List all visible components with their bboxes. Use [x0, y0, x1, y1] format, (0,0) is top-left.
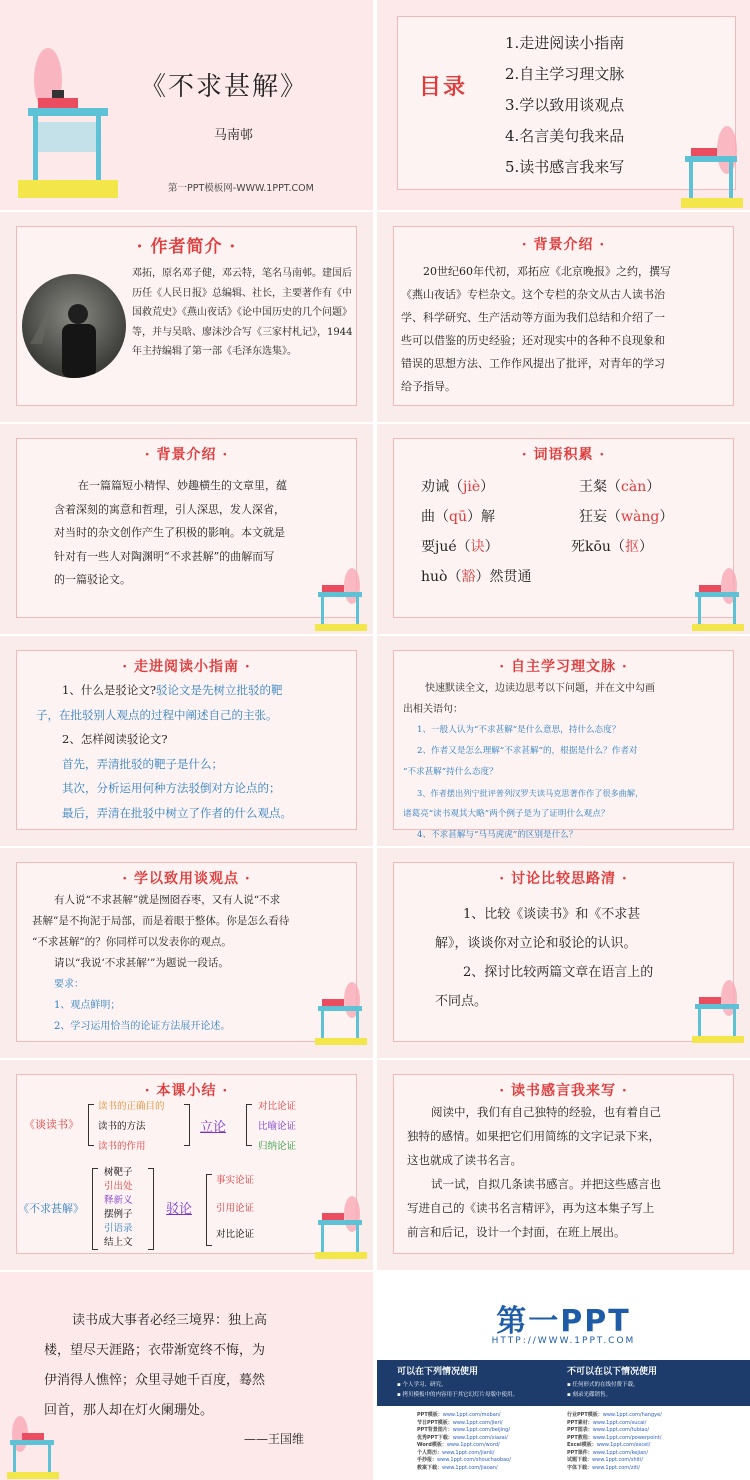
question-1: 1、什么是驳论文? [62, 683, 156, 697]
link-url[interactable]: www.1ppt.com/kejian/ [592, 1449, 649, 1456]
slide-heading: · 走进阅读小指南 · [122, 659, 251, 675]
summary-item: 结上文 [104, 1237, 133, 1248]
summary-item: 读书的正确目的 [98, 1101, 165, 1112]
link-label: 教案下载： [417, 1464, 443, 1471]
vocab-bracket: ）然贯通 [475, 569, 532, 585]
link-row[interactable] [567, 1450, 662, 1458]
slide-heading: · 词语积累 · [521, 447, 606, 463]
study-text [403, 678, 733, 846]
vocab-bracket: ） [638, 539, 653, 555]
desk-illustration [312, 564, 370, 634]
link-url[interactable]: www.1ppt.com/hangye/ [602, 1412, 662, 1418]
slide-vocabulary[interactable] [377, 424, 750, 634]
slide-heading: · 自主学习理文脉 · [499, 659, 628, 675]
brace [148, 1168, 154, 1250]
vocab-char: 诀 [470, 539, 485, 555]
requirement-label: 要求： [54, 979, 84, 990]
answer-2-line: 其次，分析运用何种方法驳倒对方论点的； [62, 781, 281, 795]
link-url[interactable]: www.1ppt.com/jiaoan/ [442, 1464, 498, 1471]
slide-reading-guide[interactable] [0, 636, 373, 846]
text-line: 这也就成了读书名言。 [407, 1153, 522, 1167]
cannot-use-title: 不可以在以下情况使用 [567, 1367, 658, 1377]
summary-item: 读书的作用 [98, 1141, 146, 1152]
slide-author[interactable] [0, 212, 373, 422]
desk-illustration [689, 976, 747, 1048]
guide-line [36, 678, 362, 703]
slide-background-2[interactable] [0, 424, 373, 634]
link-row[interactable] [567, 1427, 662, 1435]
link-row[interactable] [567, 1420, 662, 1428]
summary-item: 树靶子 [104, 1167, 133, 1178]
link-label: 试题下载： [567, 1457, 593, 1463]
vocab-bracket: ） [480, 479, 495, 495]
slide-heading: · 读书感言我来写 · [499, 1083, 628, 1099]
summary-item: 读书的方法 [98, 1121, 146, 1132]
desk-illustration [8, 30, 118, 200]
vocab-word: 死kōu（ [571, 539, 625, 555]
vocab-word: 王粲（ [579, 479, 621, 495]
desk-illustration [4, 1412, 62, 1480]
link-label: PPT教程： [567, 1434, 593, 1441]
slide-title-text: 《不求甚解》 [140, 72, 309, 102]
links-right [567, 1412, 662, 1472]
contents-item[interactable]: 1.走进阅读小指南 [505, 34, 625, 52]
apply-text [32, 890, 332, 1037]
slide-background-1[interactable] [377, 212, 750, 422]
can-use-title: 可以在下列情况使用 [397, 1367, 479, 1377]
summary-item: 引出处 [104, 1181, 133, 1192]
link-url[interactable]: www.1ppt.com/powerpoint/ [592, 1434, 662, 1441]
brace [206, 1174, 212, 1246]
text-line: 在一篇篇短小精悍、妙趣横生的文章里，蕴 [78, 479, 287, 492]
text-line: 试一试，自拟几条读书感言。并把这些感言也 [431, 1177, 661, 1191]
link-url[interactable]: www.1ppt.com/shiti/ [592, 1457, 644, 1463]
contents-item[interactable]: 3.学以致用谈观点 [505, 96, 625, 114]
intro-line: 快速默读全文，边读边思考以下问题，并在文中勾画 [425, 683, 655, 694]
link-label: PPT图表： [567, 1427, 593, 1433]
summary-item: 引语录 [104, 1223, 133, 1234]
guide-text [36, 678, 362, 825]
slide-self-study[interactable] [377, 636, 750, 846]
link-label: 节日PPT模板： [417, 1419, 453, 1426]
vocab-word: 劝诫（ [421, 479, 463, 495]
background-text [54, 474, 354, 592]
question-2: 2、怎样阅读驳论文? [62, 732, 168, 746]
vocab-pinyin: càn [621, 479, 647, 495]
link-row[interactable] [417, 1435, 511, 1443]
method-item: 事实论证 [216, 1175, 255, 1186]
cannot-use-item: ▪ 任何形式的在线付费下载。 [567, 1382, 639, 1388]
link-row[interactable] [567, 1442, 662, 1450]
link-label: PPT模板： [417, 1412, 443, 1418]
can-use-item: ▪ 拷贝模板中的内容用于其它幻灯片母版中使用。 [397, 1392, 518, 1398]
vocab-pinyin: qū [449, 509, 467, 525]
links-left [417, 1412, 511, 1472]
text-line: 甚解”是不拘泥于局部，而是着眼于整体。你是怎么看待 [32, 915, 290, 927]
vocab-char: 豁 [461, 569, 476, 585]
link-label: 优秀PPT下载： [417, 1434, 453, 1441]
link-url[interactable]: www.1ppt.com/sucai/ [592, 1419, 647, 1426]
question-line: 诸葛亮“读书观其大略”两个例子是为了证明什么观点？ [403, 809, 610, 819]
text-line: 1、比较《谈读书》和《不求甚 [463, 907, 641, 922]
brace [88, 1104, 94, 1146]
link-label: 行业PPT模板： [567, 1412, 603, 1418]
slide-title[interactable] [0, 0, 373, 210]
vocab-word: huò（ [421, 569, 462, 585]
book-title-1: 《谈读书》 [24, 1118, 79, 1131]
intro-line: 出相关语句： [403, 704, 463, 715]
link-row[interactable] [567, 1412, 662, 1420]
contents-item[interactable]: 2.自主学习理文脉 [505, 65, 625, 83]
slide-heading: · 背景介绍 · [144, 447, 229, 463]
text-line: 阅读中，我们有自己独特的经验，也有着自己 [431, 1105, 661, 1119]
method-item: 引用论证 [216, 1203, 255, 1214]
link-label: 个人简历： [417, 1449, 443, 1456]
text-line: 请以“我说‘不求甚解’”为题说一段话。 [54, 957, 229, 969]
brace [92, 1168, 98, 1250]
book-title-2: 《不求甚解》 [18, 1202, 84, 1215]
link-label: 手抄报： [417, 1457, 438, 1463]
answer-1: 驳论文是先树立批驳的靶 [155, 683, 283, 697]
vocab-bracket: ） [484, 539, 499, 555]
link-row[interactable] [567, 1435, 662, 1443]
text-line: 20世纪60年代初，邓拓应《北京晚报》之约，撰写 [423, 265, 671, 278]
link-url[interactable]: www.1ppt.com/xiazai/ [452, 1434, 508, 1441]
method-item: 对比论证 [216, 1229, 255, 1240]
answer-2-line: 最后，弄清在批驳中树立了作者的什么观点。 [62, 805, 292, 820]
method-item: 比喻论证 [258, 1121, 297, 1132]
quote-text [44, 1306, 344, 1426]
site-credit: 第一PPT模板网-WWW.1PPT.COM [168, 183, 314, 194]
text-line: 对当时的杂文创作产生了积极的影响。本文就是 [54, 526, 285, 539]
text-line: “不求甚解”的？你同样可以发表你的观点。 [32, 936, 232, 948]
vocab-bracket: ）解 [466, 509, 495, 525]
slide-apply[interactable] [0, 848, 373, 1058]
text-line: 独特的感情。如果把它们用简练的文字记录下来， [407, 1129, 660, 1143]
answer-2-line: 首先，弄清批驳的靶子是什么； [62, 756, 223, 771]
link-row[interactable] [417, 1420, 511, 1428]
link-label: 字体下载： [567, 1464, 593, 1471]
link-label: PPT背景图片： [417, 1427, 453, 1433]
link-url[interactable]: www.1ppt.com/jieri/ [452, 1419, 503, 1426]
quote-attribution: ——王国维 [244, 1432, 305, 1446]
requirement-item: 1、观点鲜明； [54, 1000, 121, 1011]
text-line: 含着深刻的寓意和哲理，引人深思，发人深省， [54, 502, 285, 516]
text-line: 解》，谈谈你对立论和驳论的认识。 [435, 936, 637, 951]
text-line: 学、科学研究、生产活动等方面为我们总结和介绍了一 [401, 311, 665, 324]
can-use-item: ▪ 个人学习、研究。 [397, 1382, 447, 1388]
desk-illustration [312, 978, 370, 1050]
question-line: 1、一般人认为“不求甚解”是什么意思，持什么态度？ [417, 725, 621, 735]
link-row[interactable] [417, 1465, 511, 1473]
slide-heading: · 本课小结 · [144, 1083, 229, 1099]
text-line: 给予指导。 [401, 380, 456, 393]
slide-discussion[interactable] [377, 848, 750, 1058]
text-line: 错误的思想方法、工作作风提出了批评，对青年的学习 [401, 357, 665, 370]
question-line: 2、作者又是怎么理解“不求甚解”的，根据是什么？作者对 [417, 746, 638, 756]
question-line: “不求甚解”持什么态度？ [403, 767, 498, 777]
vocab-word: 狂妄（ [579, 509, 621, 525]
vocab-bracket: ） [659, 509, 674, 525]
link-row[interactable] [567, 1465, 662, 1473]
vocab-word: 要jué（ [421, 539, 471, 555]
text-line: 些可以借鉴的历史经验；还对现实中的各种不良现象和 [401, 334, 665, 347]
method-label-lilun: 立论 [200, 1120, 227, 1135]
text-line: 不同点。 [435, 994, 488, 1009]
slide-quote[interactable] [0, 1272, 373, 1480]
text-line: 写进自己的《读书名言精评》，再为这本集子写上 [407, 1201, 655, 1215]
text-line: 前言和后记，设计一个封面，在班上展出。 [407, 1225, 626, 1239]
contents-list [505, 28, 624, 183]
discussion-text [435, 900, 715, 1016]
link-url[interactable]: www.1ppt.com/jianli/ [442, 1449, 495, 1456]
desk-illustration [689, 564, 747, 634]
contents-item[interactable]: 4.名言美句我来品 [505, 127, 625, 145]
quote-line: 伊消得人憔悴；众里寻她千百度，蓦然 [44, 1373, 266, 1388]
link-row[interactable] [417, 1412, 511, 1420]
vocab-pinyin: wàng [621, 509, 660, 525]
text-line: 有人说“不求甚解”就是囫囵吞枣，又有人说“不求 [54, 894, 281, 906]
link-label: Word模板： [417, 1442, 447, 1448]
text-line: 的一篇驳论文。 [54, 573, 131, 586]
text-line: 2、探讨比较两篇文章在语言上的 [463, 965, 654, 980]
vocab-word: 曲（ [421, 509, 449, 525]
link-url[interactable]: www.1ppt.com/moban/ [442, 1412, 501, 1418]
link-row[interactable] [417, 1442, 511, 1450]
question-line: 3、作者摆出列宁批评普列汉罗夫读马克思著作作了很多曲解， [417, 788, 644, 798]
background-text [401, 260, 731, 398]
slide-heading: · 作者简介 · [136, 237, 237, 257]
link-url[interactable]: www.1ppt.com/beijing/ [452, 1427, 511, 1433]
method-item: 对比论证 [258, 1101, 297, 1112]
slide-summary[interactable] [0, 1060, 373, 1270]
link-label: PPT素材： [567, 1419, 593, 1426]
summary-item: 释新义 [104, 1195, 133, 1206]
link-label: PPT课件： [567, 1449, 593, 1456]
link-url[interactable]: www.1ppt.com/excel/ [596, 1442, 651, 1448]
summary-item: 摆例子 [104, 1209, 133, 1220]
brace [246, 1104, 252, 1146]
contents-item[interactable]: 5.读书感言我来写 [505, 158, 625, 176]
slide-heading: · 学以致用谈观点 · [122, 871, 251, 887]
vocab-bracket: ） [646, 479, 661, 495]
question-line: 4、不求甚解与“马马虎虎”的区别是什么？ [417, 830, 578, 840]
link-label: Excel模板： [567, 1442, 597, 1448]
brace [184, 1104, 190, 1146]
link-url[interactable]: www.1ppt.com/tubiao/ [592, 1427, 650, 1433]
quote-line: 读书成大事者必经三境界：独上高 [72, 1313, 268, 1328]
author-bio: 邓拓，原名邓子健，邓云特，笔名马南邨。建国后历任《人民日报》总编辑、社长，主要著作有《中国救荒史》《燕山夜话》《论中国历史的几个问题》等，并与吴晗、廖沫沙合写《三家村札记》，1944年主持编辑了第一部《毛泽东选集》。 [132, 268, 353, 357]
contents-label: 目录 [419, 74, 468, 100]
quote-line: 楼，望尽天涯路；衣带渐宽终不悔，为 [44, 1343, 266, 1358]
brand-url: HTTP://WWW.1PPT.COM [491, 1336, 636, 1346]
method-label-bolun: 驳论 [166, 1202, 193, 1217]
vocab-pinyin: jiè [463, 479, 481, 495]
text-line: 《燕山夜话》专栏杂文。这个专栏的杂文从古人读书治 [401, 288, 665, 301]
link-url[interactable]: www.1ppt.com/ziti/ [592, 1464, 640, 1471]
slide-reading-reflection[interactable] [377, 1060, 750, 1270]
slide-heading: · 讨论比较思路清 · [499, 871, 628, 887]
quote-line: 回首，那人却在灯火阑珊处。 [44, 1403, 214, 1418]
link-url[interactable]: www.1ppt.com/shouchaobao/ [437, 1457, 511, 1463]
desk-illustration [677, 120, 747, 210]
author-name: 马南邨 [214, 128, 254, 143]
requirement-item: 2、学习运用恰当的论证方法展开论述。 [54, 1021, 231, 1032]
link-row[interactable] [567, 1457, 662, 1465]
link-row[interactable] [417, 1427, 511, 1435]
method-item: 归纳论证 [258, 1141, 297, 1152]
author-photo [22, 274, 126, 378]
cannot-use-item: ▪ 刻录光碟销售。 [567, 1392, 611, 1398]
brand-logo: 第一PPT [496, 1304, 631, 1339]
link-row[interactable] [417, 1450, 511, 1458]
link-row[interactable] [417, 1457, 511, 1465]
vocab-char: 抠 [624, 539, 639, 555]
desk-illustration [312, 1192, 370, 1264]
reflection-text [407, 1100, 727, 1244]
link-url[interactable]: www.1ppt.com/word/ [446, 1442, 500, 1448]
usage-panel [377, 1360, 750, 1406]
answer-1-cont: 子，在批驳别人观点的过程中阐述自己的主张。 [36, 707, 278, 722]
slide-heading: · 背景介绍 · [521, 237, 606, 253]
slide-credits[interactable] [377, 1272, 750, 1480]
slide-contents[interactable] [377, 0, 750, 210]
text-line: 针对有一些人对陶渊明“不求甚解”的曲解而写 [54, 549, 275, 563]
